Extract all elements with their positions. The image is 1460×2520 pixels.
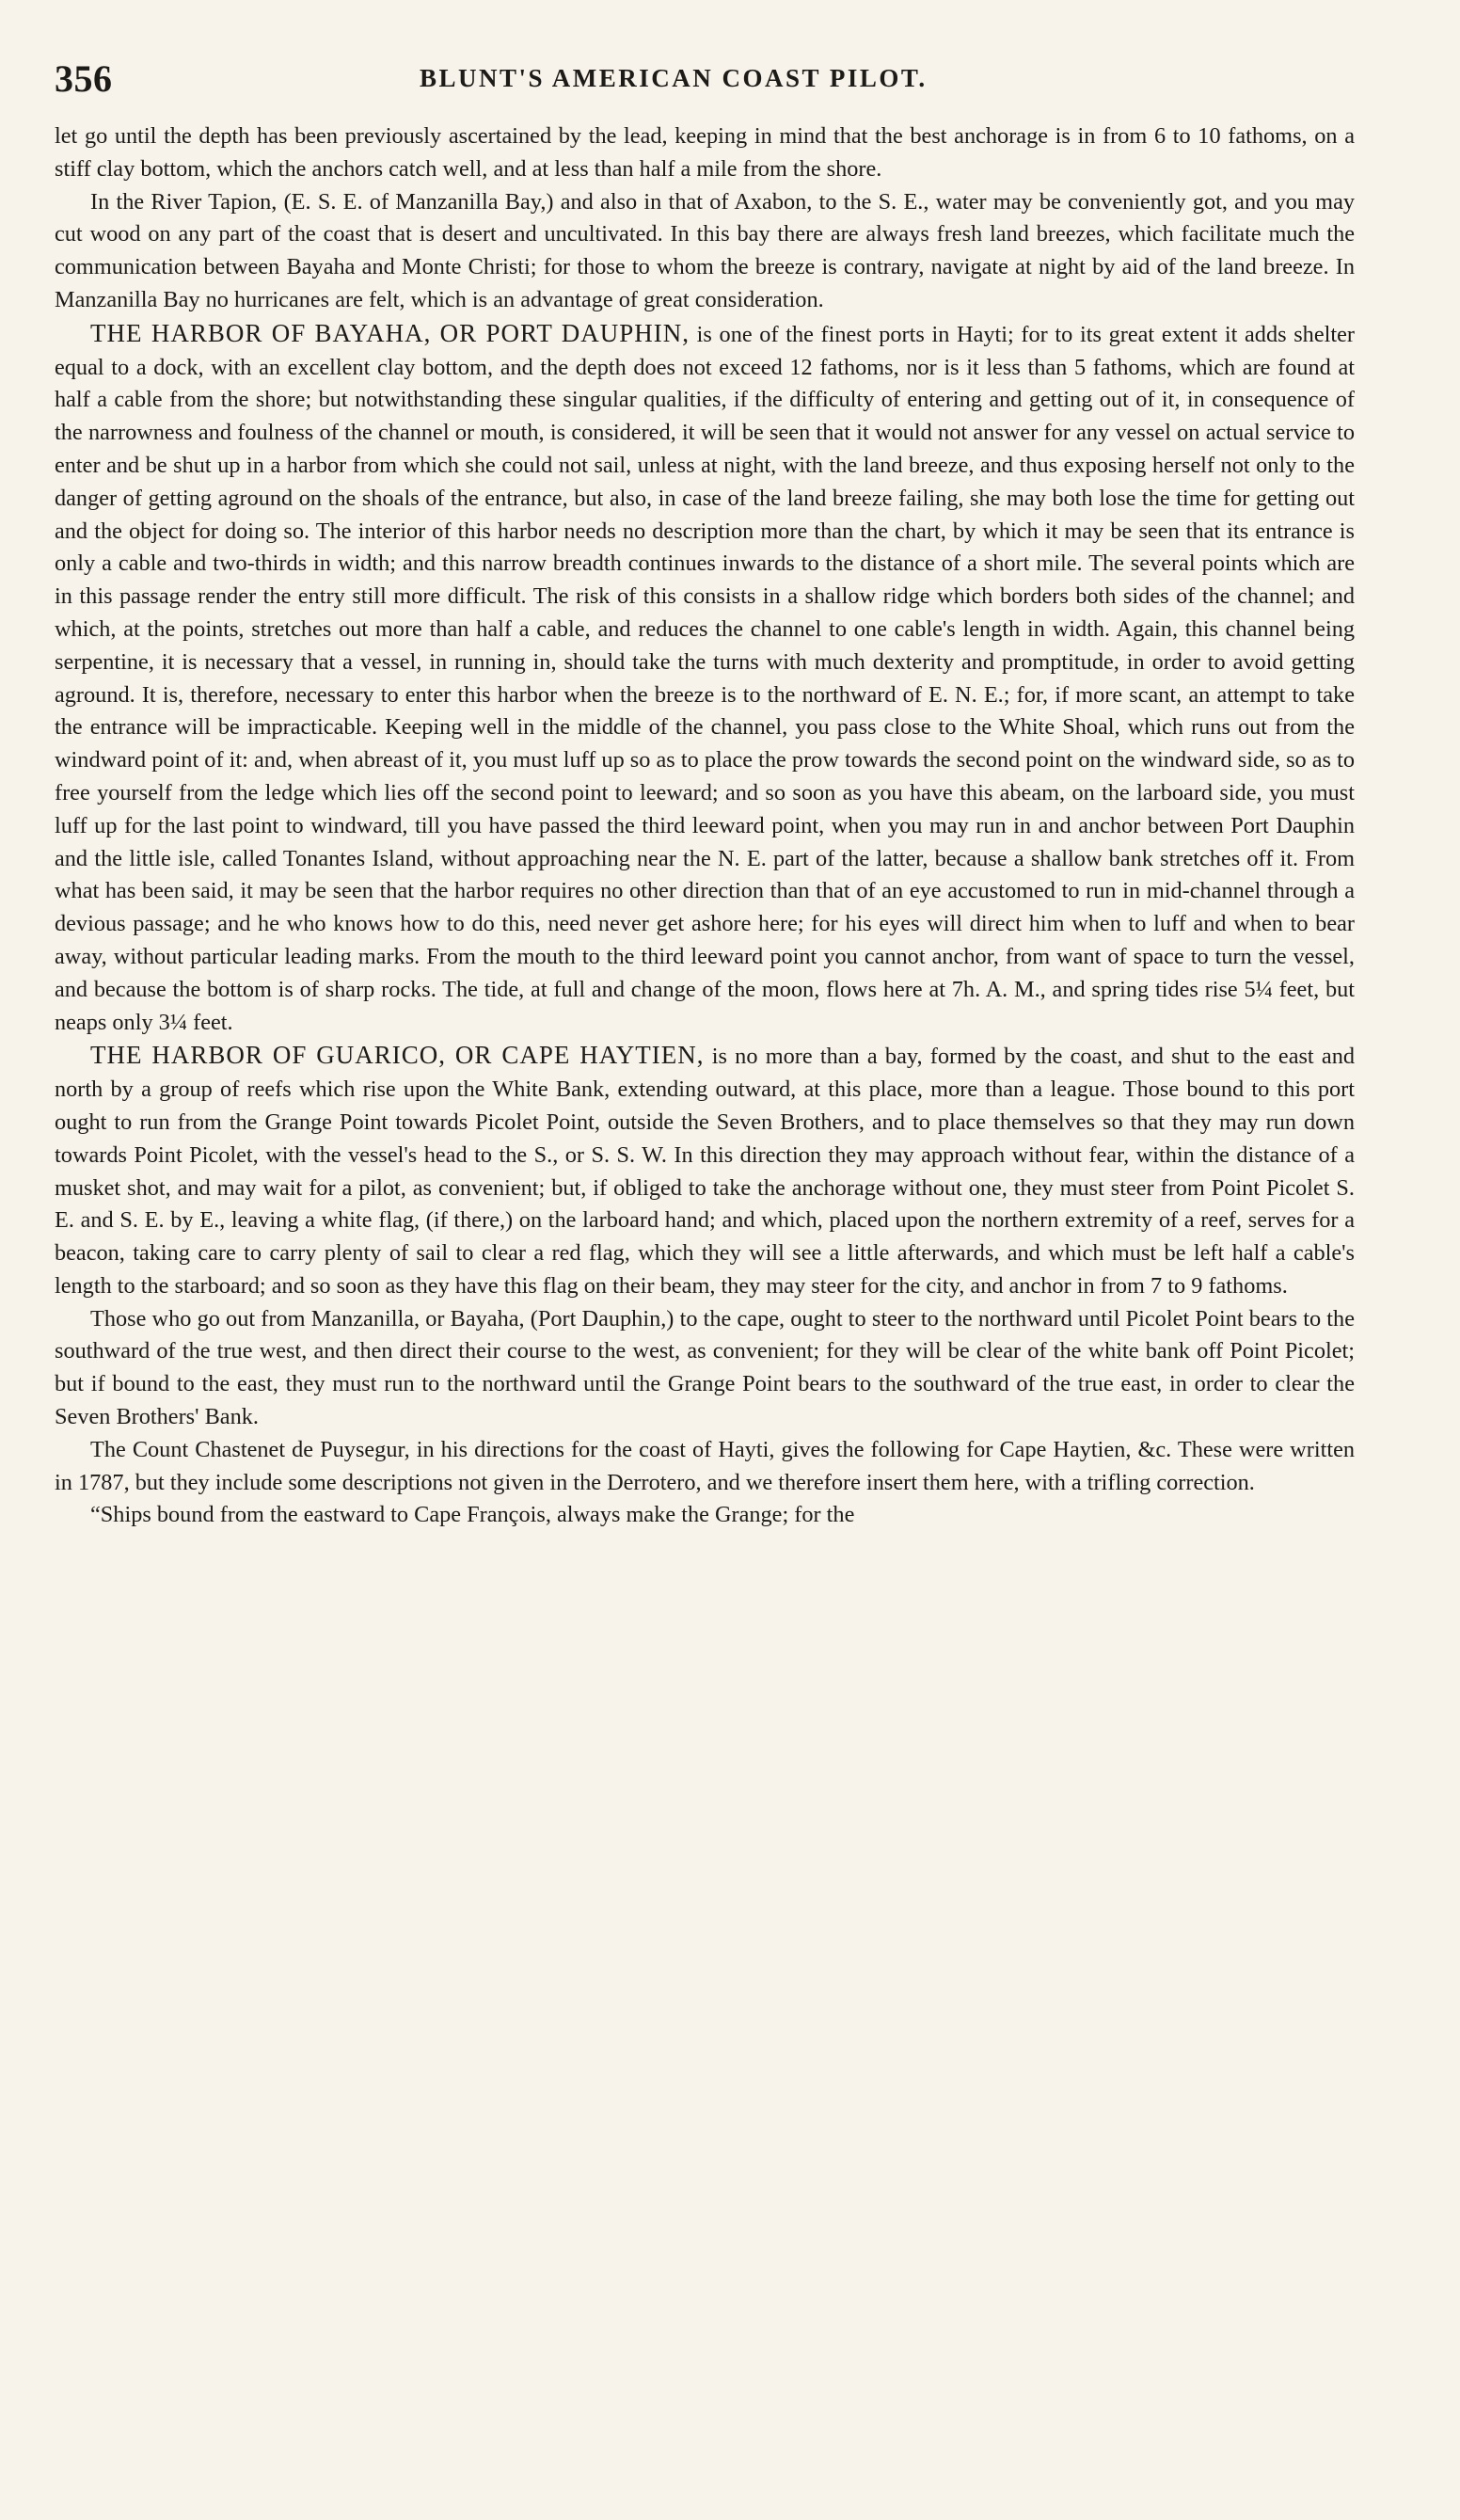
paragraph-text: In the River Tapion, (E. S. E. of Manzanilla Bay,) and also in that of Axabon, to the S. E., water may be conveniently got, and you may cut wood on any part of the coast that is desert and uncultivated. In this bay there are always fresh land breezes, which facilitate much the communication between Bayaha and Monte Christi; for those to whom the breeze is contrary, navigate at night by aid of the land breeze. In Manzanilla Bay no hurricanes are felt, which is an advantage of great consideration. — [55, 188, 1355, 312]
paragraph-river-tapion — [55, 186, 1355, 317]
section-heading-bayaha: THE HARBOR OF BAYAHA, OR PORT DAUPHIN, — [90, 318, 690, 347]
running-head — [55, 45, 1355, 120]
paragraph-departure-directions — [55, 1303, 1355, 1434]
body-text — [55, 120, 1355, 1532]
running-title: BLUNT'S AMERICAN COAST PILOT. — [420, 64, 928, 92]
paragraph-harbor-guarico — [55, 1039, 1355, 1302]
page-number: 356 — [55, 57, 113, 100]
book-page — [55, 45, 1355, 2492]
paragraph-harbor-bayaha — [55, 317, 1355, 1040]
paragraph-text: Those who go out from Manzanilla, or Bayaha, (Port Dauphin,) to the cape, ought to steer to the northward until Picolet Point bears to the southward of the true west, and then direct their course to the west, as convenient; for they will be clear of the white bank off Point Picolet; but if bound to the east, they must run to the northward until the Grange Point bears to the southward of the true east, in order to clear the Seven Brothers' Bank. — [55, 1305, 1355, 1430]
paragraph-text: “Ships bound from the eastward to Cape François, always make the Grange; for the — [90, 1502, 855, 1528]
paragraph-text: is one of the finest ports in Hayti; for to its great extent it adds shelter equal to a dock, with an excellent clay bottom, and the depth does not exceed 12 fathoms, nor is it less than 5 fathoms, which are found at half a cable from the shore; but notwithstanding these singular qualities, if the difficulty of entering and getting out of it, in consequence of the narrowness and foulness of the channel or mouth, is considered, it will be seen that it would not answer for any vessel on actual service to enter and be shut up in a harbor from which she could not sail, unless at night, with the land breeze, and thus exposing herself not only to the danger of getting aground on the shoals of the entrance, but also, in case of the land breeze failing, she may both lose the time for getting out and the object for doing so. The interior of this harbor needs no description more than the chart, by which it may be seen that its entrance is only a cable and two-thirds in width; and this narrow breadth continues inwards to the distance of a short mile. The several points which are in this passage render the entry still more difficult. The risk of this consists in a shallow ridge which borders both sides of the channel; and which, at the points, stretches out more than half a cable, and reduces the channel to one cable's length in width. Again, this channel being serpentine, it is necessary that a vessel, in running in, should take the turns with much dexterity and promptitude, in order to avoid getting aground. It is, therefore, necessary to enter this harbor when the breeze is to the northward of E. N. E.; for, if more scant, an attempt to take the entrance will be impracticable. Keeping well in the middle of the channel, you pass close to the White Shoal, which runs out from the windward point of it: and, when abreast of it, you must luff up so as to place the prow towards the second point on the windward side, so as to free yourself from the ledge which lies off the second point to leeward; and so soon as you have this abeam, on the larboard side, you must luff up for the last point to windward, till you have passed the third leeward point, when you may run in and anchor between Port Dauphin and the little isle, called Tonantes Island, without approaching near the N. E. part of the latter, because a shallow bank stretches off it. From what has been said, it may be seen that the harbor requires no other direction than that of an eye accustomed to run in mid-channel through a devious passage; and he who knows how to do this, need never get ashore here; for his eyes will direct him when to luff and when to bear away, without particular leading marks. From the mouth to the third leeward point you cannot anchor, from want of space to turn the vessel, and because the bottom is of sharp rocks. The tide, at full and change of the moon, flows here at 7h. A. M., and spring tides rise 5¼ feet, but neaps only 3¼ feet. — [55, 321, 1355, 1035]
paragraph-text: let go until the depth has been previously ascertained by the lead, keeping in mind that the best anchorage is in from 6 to 10 fathoms, on a stiff clay bottom, which the anchors catch well, and at less than half a mile from the shore. — [55, 123, 1355, 182]
paragraph-continued — [55, 120, 1355, 186]
paragraph-text: The Count Chastenet de Puysegur, in his directions for the coast of Hayti, gives the following for Cape Haytien, &c. These were written in 1787, but they include some descriptions not given in the Derrotero, and we therefore insert them here, with a trifling correction. — [55, 1436, 1355, 1495]
section-heading-guarico: THE HARBOR OF GUARICO, OR CAPE HAYTIEN, — [90, 1041, 705, 1070]
paragraph-puysegur — [55, 1434, 1355, 1500]
paragraph-quotation — [55, 1499, 1355, 1532]
paragraph-text: is no more than a bay, formed by the coast, and shut to the east and north by a group of reefs which rise upon the White Bank, extending outward, at this place, more than a league. Those bound to this port ought to run from the Grange Point towards Picolet Point, outside the Seven Brothers, and to place themselves so that they may run down towards Point Picolet, with the vessel's head to the S., or S. S. W. In this direction they may approach without fear, within the distance of a musket shot, and may wait for a pilot, as convenient; but, if obliged to take the anchorage without one, they must steer from Point Picolet S. E. and S. E. by E., leaving a white flag, (if there,) on the larboard hand; and which, placed upon the northern extremity of a reef, serves for a beacon, taking care to carry plenty of sail to clear a red flag, which they will see a little afterwards, and which must be left half a cable's length to the starboard; and so soon as they have this flag on their beam, they may steer for the city, and anchor in from 7 to 9 fathoms. — [55, 1044, 1355, 1299]
